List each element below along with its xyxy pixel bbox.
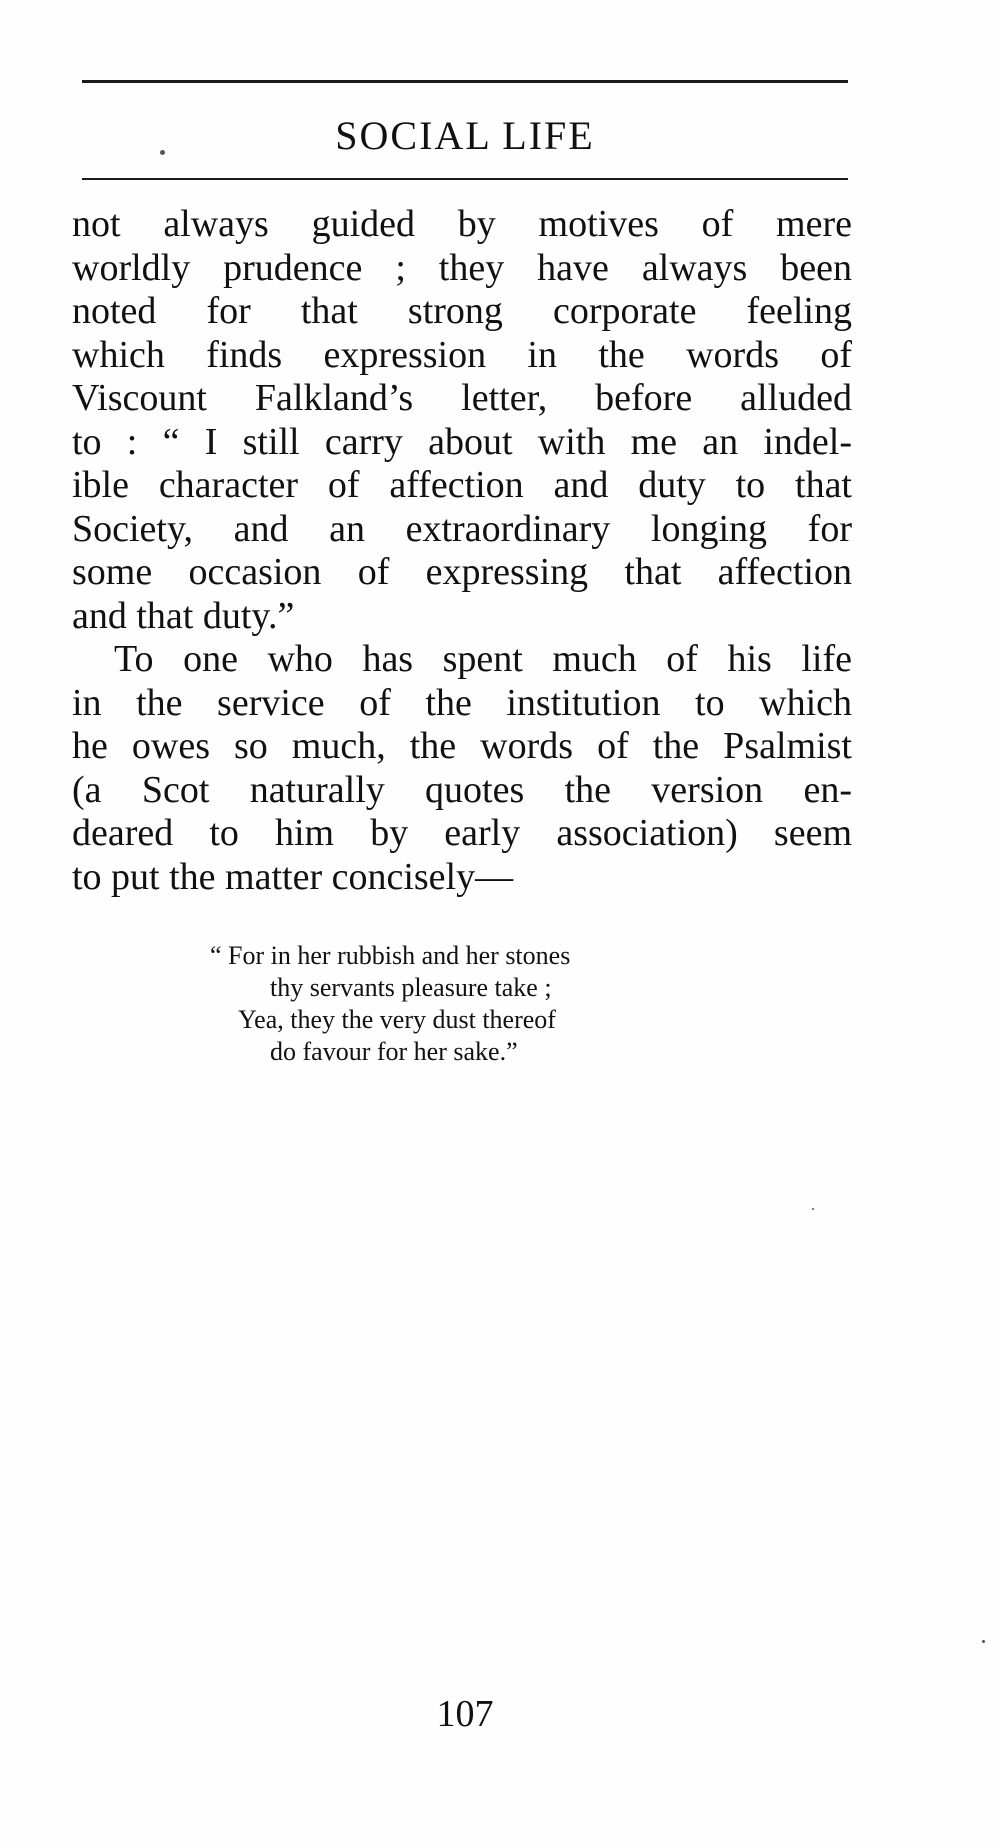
verse-line: do favour for her sake.” — [270, 1037, 518, 1066]
running-head: SOCIAL LIFE — [335, 113, 595, 158]
text-line: to put the matter concisely— — [72, 855, 514, 898]
text-line: worldly prudence ; they have always been — [72, 246, 852, 289]
text-line: Viscount Falkland’s letter, before alluded — [72, 377, 852, 419]
verse-line: “ For in her rubbish and her stones — [210, 941, 571, 970]
header-rule-bottom — [82, 178, 848, 180]
text-line: deared to him by early association) seem — [72, 812, 852, 854]
verse-line: thy servants pleasure take ; — [270, 973, 552, 1002]
text-line: Society, and an extraordinary longing for — [72, 507, 852, 550]
print-speck — [812, 1208, 814, 1210]
header-rule-top — [82, 80, 848, 83]
text-line: in the service of the institution to which — [72, 681, 852, 724]
text-line: which finds expression in the words of — [72, 333, 852, 376]
text-line: to : “ I still carry about with me an indel- — [72, 420, 852, 463]
text-line: he owes so much, the words of the Psalmist — [72, 725, 852, 767]
verse-quotation — [210, 940, 770, 1068]
verse-line: Yea, they the very dust thereof — [238, 1005, 556, 1034]
print-speck — [160, 150, 165, 155]
print-speck — [982, 1640, 985, 1643]
text-line: some occasion of expressing that affection — [72, 551, 852, 593]
page-number: 107 — [436, 1693, 494, 1735]
text-line: and that duty.” — [72, 594, 295, 637]
text-line: ible character of affection and duty to that — [72, 464, 852, 506]
body-text — [72, 203, 852, 899]
text-line: To one who has spent much of his life — [114, 638, 852, 680]
text-line: not always guided by motives of mere — [72, 203, 852, 245]
text-line: noted for that strong corporate feeling — [72, 290, 852, 332]
text-line: (a Scot naturally quotes the version en- — [72, 768, 852, 811]
